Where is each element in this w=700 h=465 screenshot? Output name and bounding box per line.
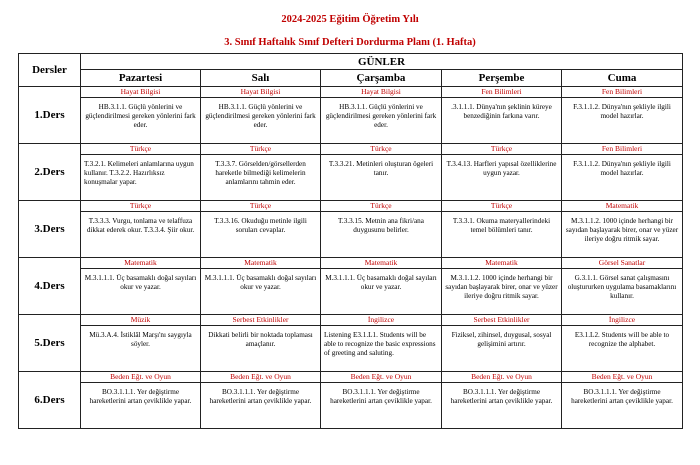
lesson-cell	[442, 315, 562, 372]
subject-name: Türkçe	[442, 201, 561, 212]
year-title: 2024-2025 Eğitim Öğretim Yılı	[281, 14, 419, 25]
lesson-cell	[442, 144, 562, 201]
subject-name: Serbest Etkinlikler	[442, 315, 561, 326]
lesson-label: 1.Ders	[19, 87, 81, 144]
objective-text: T.3.3.3. Vurgu, tonlama ve telaffuza dikkat ederek okur. T.3.3.4. Şiir okur.	[86, 217, 195, 235]
lesson-cell	[562, 258, 683, 315]
day-header: Pazartesi	[81, 70, 201, 87]
objective-text: M.3.1.1.1. Üç basamaklı doğal sayıları okur ve yazar.	[84, 274, 197, 292]
objective-text: M.3.1.1.2. 1000 içinde herhangi bir sayıdan başlayarak birer, onar ve yüzer ileriye doğru ritmik sayar.	[565, 217, 679, 244]
objective-text: .3.1.1.1. Dünya'nın şeklinin küreye benzediğinin farkına varır.	[451, 103, 552, 121]
objective-text: HB.3.1.1. Güçlü yönlerini ve güçlendirilmesi gereken yönlerini fark eder.	[325, 103, 437, 130]
subject-name: Beden Eğt. ve Oyun	[442, 372, 561, 383]
lesson-label: 5.Ders	[19, 315, 81, 372]
objective-text: BO.3.1.1.1. Yer değiştirme hareketlerini artan çeviklikle yapar.	[209, 388, 312, 406]
lesson-cell	[201, 87, 321, 144]
objective-text: HB.3.1.1. Güçlü yönlerini ve güçlendirilmesi gereken yönlerini fark eder.	[85, 103, 196, 130]
lesson-label: 4.Ders	[19, 258, 81, 315]
objective-text: BO.3.1.1.1. Yer değiştirme hareketlerini artan çeviklikle yapar.	[330, 388, 432, 406]
lesson-cell	[442, 258, 562, 315]
lesson-cell	[562, 144, 683, 201]
subject-name: Matematik	[321, 258, 441, 269]
lesson-row	[19, 201, 683, 258]
objective-text: Listening E3.1.L1. Students will be able to recognize the basic expressions of greeting and saluting.	[324, 331, 436, 358]
subject-name: Türkçe	[321, 201, 441, 212]
subject-name: Türkçe	[201, 201, 320, 212]
objective-text: T.3.3.21. Metinleri oluşturan ögeleri tanır.	[328, 160, 434, 178]
subject-name: Hayat Bilgisi	[321, 87, 441, 98]
subject-name: Matematik	[201, 258, 320, 269]
lesson-cell	[562, 201, 683, 258]
day-header-row	[19, 70, 683, 87]
subject-name: Türkçe	[201, 144, 320, 155]
lesson-cell	[81, 315, 201, 372]
lesson-cell	[321, 201, 442, 258]
lesson-cell	[562, 372, 683, 429]
subject-name: Türkçe	[81, 201, 200, 212]
objective-text: BO.3.1.1.1. Yer değiştirme hareketlerini artan çeviklikle yapar.	[450, 388, 553, 406]
lesson-cell	[81, 87, 201, 144]
lesson-cell	[81, 144, 201, 201]
lesson-cell	[201, 201, 321, 258]
subject-name: Fen Bilimleri	[562, 87, 682, 98]
subject-name: Beden Eğt. ve Oyun	[321, 372, 441, 383]
day-header: Cuma	[562, 70, 683, 87]
objective-text: E3.1.L2. Students will be able to recognize the alphabet.	[574, 331, 670, 349]
lesson-cell	[321, 315, 442, 372]
objective-text: M.3.1.1.1. Üç basamaklı doğal sayıları okur ve yazar.	[325, 274, 437, 292]
lesson-cell	[201, 315, 321, 372]
lesson-label: 2.Ders	[19, 144, 81, 201]
objective-text: Dikkati belirli bir noktada toplaması amaçlanır.	[208, 331, 313, 349]
objective-text: BO.3.1.1.1. Yer değiştirme hareketlerini artan çeviklikle yapar.	[89, 388, 192, 406]
lesson-row	[19, 315, 683, 372]
objective-text: M.3.1.1.2. 1000 içinde herhangi bir sayıdan başlayarak birer, onar ve yüzer ileriye doğru ritmik sayar.	[445, 274, 558, 301]
objective-text: Mü.3.A.4. İstiklâl Marşı'nı saygıyla söyler.	[89, 331, 192, 349]
subject-name: İngilizce	[562, 315, 682, 326]
subject-name: Beden Eğt. ve Oyun	[201, 372, 320, 383]
lesson-row	[19, 87, 683, 144]
subject-name: Fen Bilimleri	[442, 87, 561, 98]
subject-name: Matematik	[562, 201, 682, 212]
lesson-cell	[562, 87, 683, 144]
lesson-cell	[321, 144, 442, 201]
plan-body	[19, 87, 683, 429]
weekly-plan-table	[18, 53, 683, 429]
objective-text: F.3.1.1.2. Dünya'nın şekliyle ilgili model hazırlar.	[573, 103, 671, 121]
subject-name: Hayat Bilgisi	[201, 87, 320, 98]
lesson-row	[19, 372, 683, 429]
lesson-cell	[201, 372, 321, 429]
objective-text: HB.3.1.1. Güçlü yönlerini ve güçlendirilmesi gereken yönlerini fark eder.	[205, 103, 316, 130]
lesson-cell	[201, 144, 321, 201]
subject-name: Beden Eğt. ve Oyun	[562, 372, 682, 383]
lesson-label: 3.Ders	[19, 201, 81, 258]
objective-text: G.3.1.1. Görsel sanat çalışmasını oluştururken uygulama basamaklarını kullanır.	[567, 274, 677, 301]
objective-text: T.3.4.13. Harfleri yapısal özelliklerine uygun yazar.	[446, 160, 557, 178]
objective-text: T.3.2.1. Kelimeleri anlamlarına uygun kullanır. T.3.2.2. Hazırlıksız konuşmalar yapar.	[84, 160, 194, 187]
plan-title: 3. Sınıf Haftalık Sınıf Defteri Dordurma Planı (1. Hafta)	[224, 37, 476, 48]
objective-text: T.3.3.15. Metnin ana fikri/ana duygusunu belirler.	[338, 217, 424, 235]
subject-name: Matematik	[81, 258, 200, 269]
lesson-cell	[201, 258, 321, 315]
objective-text: BO.3.1.1.1. Yer değiştirme hareketlerini artan çeviklikle yapar.	[571, 388, 673, 406]
day-header: Çarşamba	[321, 70, 442, 87]
lesson-cell	[442, 201, 562, 258]
subject-name: Görsel Sanatlar	[562, 258, 682, 269]
subject-name: Beden Eğt. ve Oyun	[81, 372, 200, 383]
lesson-cell	[81, 258, 201, 315]
lesson-cell	[81, 372, 201, 429]
lesson-cell	[442, 372, 562, 429]
objective-text: T.3.3.16. Okuduğu metinle ilgili soruları cevaplar.	[214, 217, 307, 235]
subject-name: Serbest Etkinlikler	[201, 315, 320, 326]
lesson-cell	[81, 201, 201, 258]
lesson-row	[19, 144, 683, 201]
dersler-header: Dersler	[19, 54, 81, 87]
subject-name: Türkçe	[442, 144, 561, 155]
lesson-cell	[562, 315, 683, 372]
subject-name: İngilizce	[321, 315, 441, 326]
day-header: Salı	[201, 70, 321, 87]
objective-text: M.3.1.1.1. Üç basamaklı doğal sayıları okur ve yazar.	[204, 274, 317, 292]
subject-name: Türkçe	[81, 144, 200, 155]
subject-name: Fen Bilimleri	[562, 144, 682, 155]
lesson-label: 6.Ders	[19, 372, 81, 429]
lesson-row	[19, 258, 683, 315]
day-header: Perşembe	[442, 70, 562, 87]
objective-text: Fiziksel, zihinsel, duygusal, sosyal gelişimini artırır.	[451, 331, 552, 349]
lesson-cell	[321, 258, 442, 315]
objective-text: F.3.1.1.2. Dünya'nın şekliyle ilgili model hazırlar.	[573, 160, 671, 178]
objective-text: T.3.3.1. Okuma materyallerindeki temel bölümleri tanır.	[452, 217, 551, 235]
subject-name: Hayat Bilgisi	[81, 87, 200, 98]
subject-name: Türkçe	[321, 144, 441, 155]
gunler-header: GÜNLER	[81, 54, 683, 70]
subject-name: Matematik	[442, 258, 561, 269]
objective-text: T.3.3.7. Görselden/görsellerden hareketle bilmediği kelimelerin anlamlarını tahmin eder.	[215, 160, 306, 187]
lesson-cell	[321, 372, 442, 429]
lesson-cell	[321, 87, 442, 144]
lesson-cell	[442, 87, 562, 144]
subject-name: Müzik	[81, 315, 200, 326]
